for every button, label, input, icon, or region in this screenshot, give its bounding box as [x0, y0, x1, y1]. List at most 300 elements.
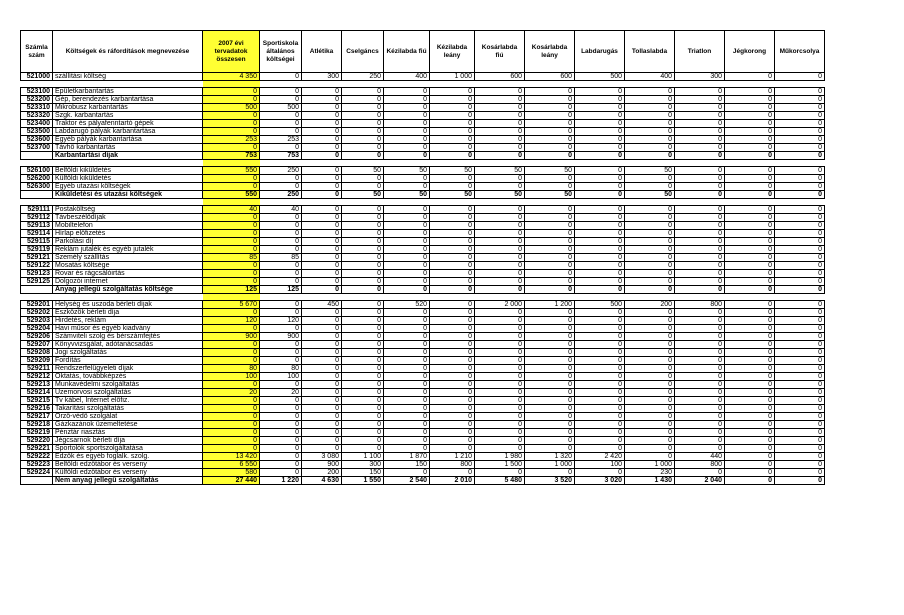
- cost-name: Hírlap előfizetés: [53, 230, 203, 238]
- value-cell: 0: [384, 389, 430, 397]
- value-cell: 0: [575, 96, 625, 104]
- value-cell: 0: [475, 262, 525, 270]
- value-cell: 0: [675, 104, 725, 112]
- value-cell: 0: [725, 325, 775, 333]
- value-cell: 800: [430, 461, 475, 469]
- account-code: 523600: [21, 136, 53, 144]
- value-cell: 0: [775, 389, 825, 397]
- value-cell: 0: [302, 389, 342, 397]
- value-cell: 0: [475, 373, 525, 381]
- cost-name: Épületkarbantartás: [53, 88, 203, 96]
- table-row: [21, 357, 825, 365]
- value-cell: 0: [575, 262, 625, 270]
- value-cell: 0: [625, 333, 675, 341]
- value-cell: 0: [475, 222, 525, 230]
- value-cell: 0: [302, 128, 342, 136]
- value-cell: 0: [475, 175, 525, 183]
- value-cell: 0: [203, 278, 260, 286]
- value-cell: 0: [725, 301, 775, 309]
- value-cell: 0: [775, 238, 825, 246]
- value-cell: 1 870: [384, 453, 430, 461]
- value-cell: 0: [475, 309, 525, 317]
- value-cell: 0: [475, 230, 525, 238]
- value-cell: 0: [675, 357, 725, 365]
- table-row: [21, 429, 825, 437]
- value-cell: 1 000: [525, 461, 575, 469]
- value-cell: 0: [625, 421, 675, 429]
- column-header: Tollaslabda: [625, 31, 675, 73]
- value-cell: 440: [675, 453, 725, 461]
- value-cell: 0: [725, 254, 775, 262]
- account-code: 523700: [21, 144, 53, 152]
- value-cell: 0: [260, 222, 302, 230]
- value-cell: 0: [302, 152, 342, 160]
- account-code: 523200: [21, 96, 53, 104]
- value-cell: 0: [342, 144, 384, 152]
- value-cell: 0: [260, 357, 302, 365]
- value-cell: 0: [625, 317, 675, 325]
- value-cell: 0: [302, 437, 342, 445]
- value-cell: 0: [430, 317, 475, 325]
- value-cell: 0: [725, 373, 775, 381]
- value-cell: 0: [302, 405, 342, 413]
- value-cell: 0: [260, 262, 302, 270]
- value-cell: 0: [342, 405, 384, 413]
- spacer-cell: [775, 199, 825, 206]
- value-cell: 300: [342, 461, 384, 469]
- spacer-cell: [625, 294, 675, 301]
- value-cell: 0: [675, 183, 725, 191]
- value-cell: 0: [725, 286, 775, 294]
- table-body: [21, 73, 825, 485]
- value-cell: 0: [430, 397, 475, 405]
- value-cell: 0: [775, 429, 825, 437]
- value-cell: 300: [302, 73, 342, 81]
- value-cell: 1 320: [525, 453, 575, 461]
- cost-name: Karbantartási díjak: [53, 152, 203, 160]
- cost-name: Labdarugó pályák karbantartása: [53, 128, 203, 136]
- cost-name: Belföldi kiküldetés: [53, 167, 203, 175]
- value-cell: 100: [575, 461, 625, 469]
- value-cell: 0: [525, 88, 575, 96]
- value-cell: 0: [430, 429, 475, 437]
- value-cell: 0: [260, 453, 302, 461]
- value-cell: 0: [260, 238, 302, 246]
- value-cell: 4 350: [203, 73, 260, 81]
- value-cell: 0: [430, 389, 475, 397]
- value-cell: 0: [775, 152, 825, 160]
- value-cell: 0: [342, 104, 384, 112]
- value-cell: 900: [203, 333, 260, 341]
- value-cell: 0: [775, 437, 825, 445]
- value-cell: 0: [775, 246, 825, 254]
- cost-name: Postaköltség: [53, 206, 203, 214]
- value-cell: 120: [203, 317, 260, 325]
- value-cell: 0: [475, 381, 525, 389]
- value-cell: 3 020: [575, 477, 625, 485]
- spacer-cell: [302, 294, 342, 301]
- value-cell: 0: [675, 230, 725, 238]
- value-cell: 0: [342, 175, 384, 183]
- value-cell: 0: [575, 429, 625, 437]
- value-cell: 0: [525, 429, 575, 437]
- value-cell: 120: [260, 317, 302, 325]
- spacer-cell: [675, 199, 725, 206]
- value-cell: 0: [342, 214, 384, 222]
- cost-name: Fordítás: [53, 357, 203, 365]
- cost-name: Személy szállítás: [53, 254, 203, 262]
- value-cell: 0: [525, 333, 575, 341]
- value-cell: 0: [475, 325, 525, 333]
- value-cell: 0: [342, 309, 384, 317]
- account-code: 526200: [21, 175, 53, 183]
- spacer-cell: [430, 199, 475, 206]
- account-code: 529114: [21, 230, 53, 238]
- value-cell: 0: [384, 112, 430, 120]
- value-cell: 0: [342, 317, 384, 325]
- value-cell: 5 480: [475, 477, 525, 485]
- value-cell: 0: [384, 254, 430, 262]
- value-cell: 125: [260, 286, 302, 294]
- value-cell: 0: [725, 206, 775, 214]
- value-cell: 85: [203, 254, 260, 262]
- value-cell: 0: [725, 238, 775, 246]
- value-cell: 0: [203, 246, 260, 254]
- value-cell: 50: [625, 167, 675, 175]
- value-cell: 80: [203, 365, 260, 373]
- value-cell: 0: [675, 469, 725, 477]
- value-cell: 0: [525, 175, 575, 183]
- value-cell: 0: [675, 309, 725, 317]
- spacer-cell: [575, 199, 625, 206]
- value-cell: 0: [575, 333, 625, 341]
- value-cell: 0: [475, 317, 525, 325]
- table-row: [21, 246, 825, 254]
- value-cell: 0: [203, 309, 260, 317]
- value-cell: 0: [384, 128, 430, 136]
- value-cell: 0: [384, 357, 430, 365]
- value-cell: 4 630: [302, 477, 342, 485]
- value-cell: 0: [575, 357, 625, 365]
- value-cell: 20: [260, 389, 302, 397]
- cost-name: Takarítási szolgáltatás: [53, 405, 203, 413]
- value-cell: 0: [525, 381, 575, 389]
- account-code: 529208: [21, 349, 53, 357]
- value-cell: 0: [675, 445, 725, 453]
- value-cell: 0: [260, 144, 302, 152]
- column-header: Cselgáncs: [342, 31, 384, 73]
- cost-name: Anyag jellegű szolgáltatás költsége: [53, 286, 203, 294]
- spacer-cell: [203, 294, 260, 301]
- value-cell: 0: [430, 278, 475, 286]
- value-cell: 1 200: [525, 301, 575, 309]
- value-cell: 50: [384, 191, 430, 199]
- value-cell: 0: [625, 429, 675, 437]
- subtotal-row: [21, 477, 825, 485]
- value-cell: 0: [725, 262, 775, 270]
- value-cell: 0: [625, 88, 675, 96]
- value-cell: 0: [725, 128, 775, 136]
- value-cell: 0: [302, 357, 342, 365]
- table-row: [21, 175, 825, 183]
- value-cell: 0: [725, 144, 775, 152]
- column-header: Sportiskola általános költségei: [260, 31, 302, 73]
- value-cell: 0: [260, 183, 302, 191]
- value-cell: 0: [260, 421, 302, 429]
- value-cell: 0: [342, 96, 384, 104]
- cost-name: Mosatás költsége: [53, 262, 203, 270]
- value-cell: 0: [203, 262, 260, 270]
- value-cell: 500: [203, 104, 260, 112]
- table-header: [21, 31, 825, 73]
- value-cell: 0: [775, 262, 825, 270]
- value-cell: 0: [775, 309, 825, 317]
- column-header: Költségek és ráfordítások megnevezése: [53, 31, 203, 73]
- value-cell: 0: [475, 357, 525, 365]
- value-cell: 0: [625, 175, 675, 183]
- value-cell: 0: [625, 278, 675, 286]
- account-code: 529214: [21, 389, 53, 397]
- account-code: 523320: [21, 112, 53, 120]
- subtotal-row: [21, 191, 825, 199]
- value-cell: 0: [775, 183, 825, 191]
- spacer-cell: [384, 294, 430, 301]
- value-cell: 0: [575, 238, 625, 246]
- cost-name: Üzemorvosi szolgáltatás: [53, 389, 203, 397]
- spacer-row: [21, 199, 825, 206]
- value-cell: 0: [430, 230, 475, 238]
- value-cell: 0: [342, 389, 384, 397]
- value-cell: 0: [342, 136, 384, 144]
- value-cell: 20: [203, 389, 260, 397]
- value-cell: 0: [430, 325, 475, 333]
- value-cell: 0: [430, 437, 475, 445]
- spacer-cell: [21, 199, 53, 206]
- account-code: 529215: [21, 397, 53, 405]
- spacer-cell: [302, 81, 342, 88]
- value-cell: 0: [575, 445, 625, 453]
- table-row: [21, 167, 825, 175]
- cost-name: Egyéb utazási költségek: [53, 183, 203, 191]
- value-cell: 0: [342, 413, 384, 421]
- value-cell: 0: [625, 128, 675, 136]
- value-cell: 0: [675, 333, 725, 341]
- value-cell: 0: [342, 88, 384, 96]
- value-cell: 0: [384, 341, 430, 349]
- value-cell: 0: [575, 254, 625, 262]
- value-cell: 0: [575, 286, 625, 294]
- value-cell: 80: [260, 365, 302, 373]
- spacer-cell: [260, 199, 302, 206]
- value-cell: 0: [384, 96, 430, 104]
- value-cell: 0: [260, 349, 302, 357]
- value-cell: 0: [575, 397, 625, 405]
- value-cell: 0: [725, 270, 775, 278]
- cost-name: Dolgozói internet: [53, 278, 203, 286]
- value-cell: 0: [430, 405, 475, 413]
- value-cell: 0: [430, 246, 475, 254]
- spacer-cell: [725, 160, 775, 167]
- value-cell: 0: [342, 152, 384, 160]
- value-cell: 0: [725, 389, 775, 397]
- value-cell: 0: [575, 144, 625, 152]
- value-cell: 0: [302, 262, 342, 270]
- cost-name: szállítási költség: [53, 73, 203, 81]
- value-cell: 0: [260, 341, 302, 349]
- value-cell: 0: [725, 246, 775, 254]
- value-cell: 0: [342, 222, 384, 230]
- table-row: [21, 206, 825, 214]
- value-cell: 0: [475, 286, 525, 294]
- value-cell: 550: [203, 191, 260, 199]
- value-cell: 0: [775, 73, 825, 81]
- cost-name: Gázkazánok üzemeltetése: [53, 421, 203, 429]
- value-cell: 0: [475, 278, 525, 286]
- value-cell: 0: [775, 461, 825, 469]
- cost-name: Rendszerfelügyeleti díjak: [53, 365, 203, 373]
- value-cell: 0: [203, 421, 260, 429]
- value-cell: 0: [775, 469, 825, 477]
- value-cell: 0: [203, 270, 260, 278]
- spacer-cell: [21, 81, 53, 88]
- value-cell: 0: [675, 317, 725, 325]
- value-cell: 0: [575, 104, 625, 112]
- value-cell: 0: [260, 270, 302, 278]
- value-cell: 450: [302, 301, 342, 309]
- table-row: [21, 333, 825, 341]
- spacer-cell: [725, 294, 775, 301]
- spacer-cell: [775, 81, 825, 88]
- value-cell: 0: [342, 325, 384, 333]
- value-cell: 100: [260, 373, 302, 381]
- value-cell: 0: [384, 183, 430, 191]
- value-cell: 0: [725, 230, 775, 238]
- value-cell: 200: [625, 301, 675, 309]
- value-cell: 0: [725, 341, 775, 349]
- value-cell: 0: [675, 144, 725, 152]
- value-cell: 0: [302, 183, 342, 191]
- cost-name: Rovar és rágcsálóirtás: [53, 270, 203, 278]
- spacer-cell: [384, 81, 430, 88]
- table-row: [21, 88, 825, 96]
- value-cell: 0: [675, 429, 725, 437]
- value-cell: 0: [575, 152, 625, 160]
- account-code: 529219: [21, 429, 53, 437]
- value-cell: 0: [342, 128, 384, 136]
- value-cell: 50: [430, 167, 475, 175]
- value-cell: 0: [575, 278, 625, 286]
- spacer-cell: [575, 81, 625, 88]
- value-cell: 0: [575, 120, 625, 128]
- table-row: [21, 381, 825, 389]
- value-cell: 0: [475, 136, 525, 144]
- spacer-cell: [525, 294, 575, 301]
- value-cell: 0: [342, 373, 384, 381]
- value-cell: 0: [430, 341, 475, 349]
- value-cell: 0: [203, 405, 260, 413]
- value-cell: 0: [342, 270, 384, 278]
- value-cell: 0: [384, 144, 430, 152]
- value-cell: 0: [525, 365, 575, 373]
- table-row: [21, 349, 825, 357]
- value-cell: 0: [203, 120, 260, 128]
- cost-name: Oktatás, továbbképzés: [53, 373, 203, 381]
- value-cell: 0: [302, 270, 342, 278]
- value-cell: 0: [625, 365, 675, 373]
- value-cell: 50: [342, 167, 384, 175]
- value-cell: 0: [384, 397, 430, 405]
- value-cell: 0: [625, 405, 675, 413]
- account-code: 529113: [21, 222, 53, 230]
- value-cell: 0: [525, 373, 575, 381]
- value-cell: 0: [775, 214, 825, 222]
- value-cell: 300: [675, 73, 725, 81]
- spacer-cell: [342, 81, 384, 88]
- table-row: [21, 461, 825, 469]
- value-cell: 0: [675, 246, 725, 254]
- value-cell: 0: [725, 214, 775, 222]
- value-cell: 0: [525, 309, 575, 317]
- value-cell: 0: [675, 152, 725, 160]
- value-cell: 0: [575, 270, 625, 278]
- value-cell: 0: [725, 357, 775, 365]
- value-cell: 800: [675, 301, 725, 309]
- account-code: 529123: [21, 270, 53, 278]
- value-cell: 0: [525, 389, 575, 397]
- value-cell: 0: [260, 437, 302, 445]
- spacer-cell: [525, 160, 575, 167]
- cost-name: Kiküldetési és utazási költségek: [53, 191, 203, 199]
- value-cell: 0: [475, 214, 525, 222]
- value-cell: 0: [525, 136, 575, 144]
- value-cell: 0: [575, 214, 625, 222]
- value-cell: 0: [342, 262, 384, 270]
- value-cell: 0: [575, 437, 625, 445]
- value-cell: 0: [475, 469, 525, 477]
- account-code: 529220: [21, 437, 53, 445]
- value-cell: 2 000: [475, 301, 525, 309]
- value-cell: 0: [384, 214, 430, 222]
- value-cell: 0: [475, 128, 525, 136]
- spacer-cell: [430, 160, 475, 167]
- value-cell: 0: [475, 88, 525, 96]
- account-code: 529221: [21, 445, 53, 453]
- value-cell: 0: [384, 325, 430, 333]
- value-cell: 0: [384, 230, 430, 238]
- value-cell: 0: [302, 96, 342, 104]
- value-cell: 0: [475, 246, 525, 254]
- value-cell: 0: [475, 341, 525, 349]
- value-cell: 0: [725, 175, 775, 183]
- value-cell: 0: [302, 325, 342, 333]
- value-cell: 0: [430, 128, 475, 136]
- value-cell: 0: [203, 445, 260, 453]
- value-cell: 0: [775, 477, 825, 485]
- table-row: [21, 96, 825, 104]
- value-cell: 0: [302, 120, 342, 128]
- value-cell: 0: [625, 270, 675, 278]
- value-cell: 0: [625, 136, 675, 144]
- spacer-cell: [475, 199, 525, 206]
- cost-name: Helység és uszoda bérleti díjak: [53, 301, 203, 309]
- value-cell: 500: [575, 73, 625, 81]
- table-row: [21, 262, 825, 270]
- value-cell: 0: [575, 365, 625, 373]
- spacer-cell: [430, 81, 475, 88]
- table-row: [21, 469, 825, 477]
- value-cell: 40: [260, 206, 302, 214]
- value-cell: 0: [725, 191, 775, 199]
